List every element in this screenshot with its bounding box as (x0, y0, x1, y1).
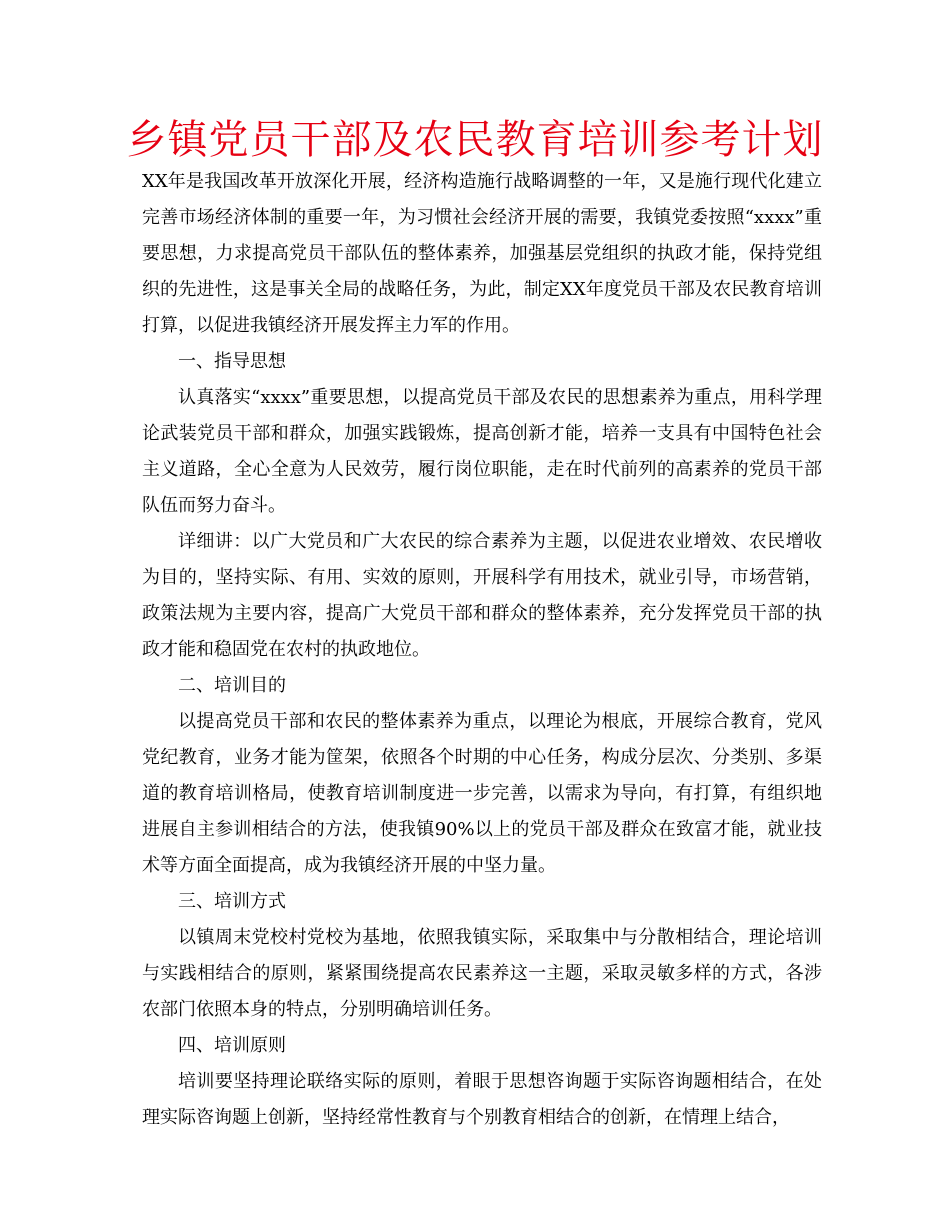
section-heading-guiding-thought: 一、指导思想 (178, 351, 286, 372)
training-purpose-paragraph: 以提高党员干部和农民的整体素养为重点，以理论为根底，开展综合教育，党风党纪教育，业务才能为筐架，依照各个时期的中心任务，构成分层次、分类别、多渠道的教育培训格局，使教育培训制度进一步完善，以需求为导向，有打算，有组织地进展自主参训相结合的方法，使我镇90%以上的党员干部及群众在致富才能，就业技术等方面全面提高，成为我镇经济开展的中坚力量。 (142, 711, 822, 876)
section-heading-training-purpose: 二、培训目的 (178, 675, 286, 696)
document-body (142, 164, 822, 1136)
section-heading-training-method: 三、培训方式 (178, 891, 286, 912)
section-heading-training-principle: 四、培训原则 (178, 1035, 286, 1056)
training-principle-paragraph: 培训要坚持理论联络实际的原则，着眼于思想咨询题于实际咨询题相结合，在处理实际咨询题上创新，坚持经常性教育与个别教育相结合的创新，在情理上结合， (142, 1071, 822, 1128)
guiding-thought-paragraph: 认真落实“xxxx”重要思想，以提高党员干部及农民的思想素养为重点，用科学理论武装党员干部和群众，加强实践锻炼，提高创新才能，培养一支具有中国特色社会主义道路，全心全意为人民效劳，履行岗位职能，走在时代前列的高素养的党员干部队伍而努力奋斗。 (142, 387, 822, 516)
intro-paragraph: XX年是我国改革开放深化开展，经济构造施行战略调整的一年，又是施行现代化建立完善市场经济体制的重要一年，为习惯社会经济开展的需要，我镇党委按照“xxxx”重要思想，力求提高党员干部队伍的整体素养，加强基层党组织的执政才能，保持党组织的先进性，这是事关全局的战略任务，为此，制定XX年度党员干部及农民教育培训打算，以促进我镇经济开展发挥主力军的作用。 (142, 171, 822, 336)
training-method-paragraph: 以镇周末党校村党校为基地，依照我镇实际，采取集中与分散相结合，理论培训与实践相结合的原则，紧紧围绕提高农民素养这一主题，采取灵敏多样的方式，各涉农部门依照本身的特点，分别明确培训任务。 (142, 927, 822, 1020)
document-title: 乡镇党员干部及农民教育培训参考计划 (126, 117, 824, 163)
details-paragraph: 详细讲：以广大党员和广大农民的综合素养为主题，以促进农业增效、农民增收为目的，坚持实际、有用、实效的原则，开展科学有用技术，就业引导，市场营销，政策法规为主要内容，提高广大党员干部和群众的整体素养，充分发挥党员干部的执政才能和稳固党在农村的执政地位。 (142, 531, 822, 660)
